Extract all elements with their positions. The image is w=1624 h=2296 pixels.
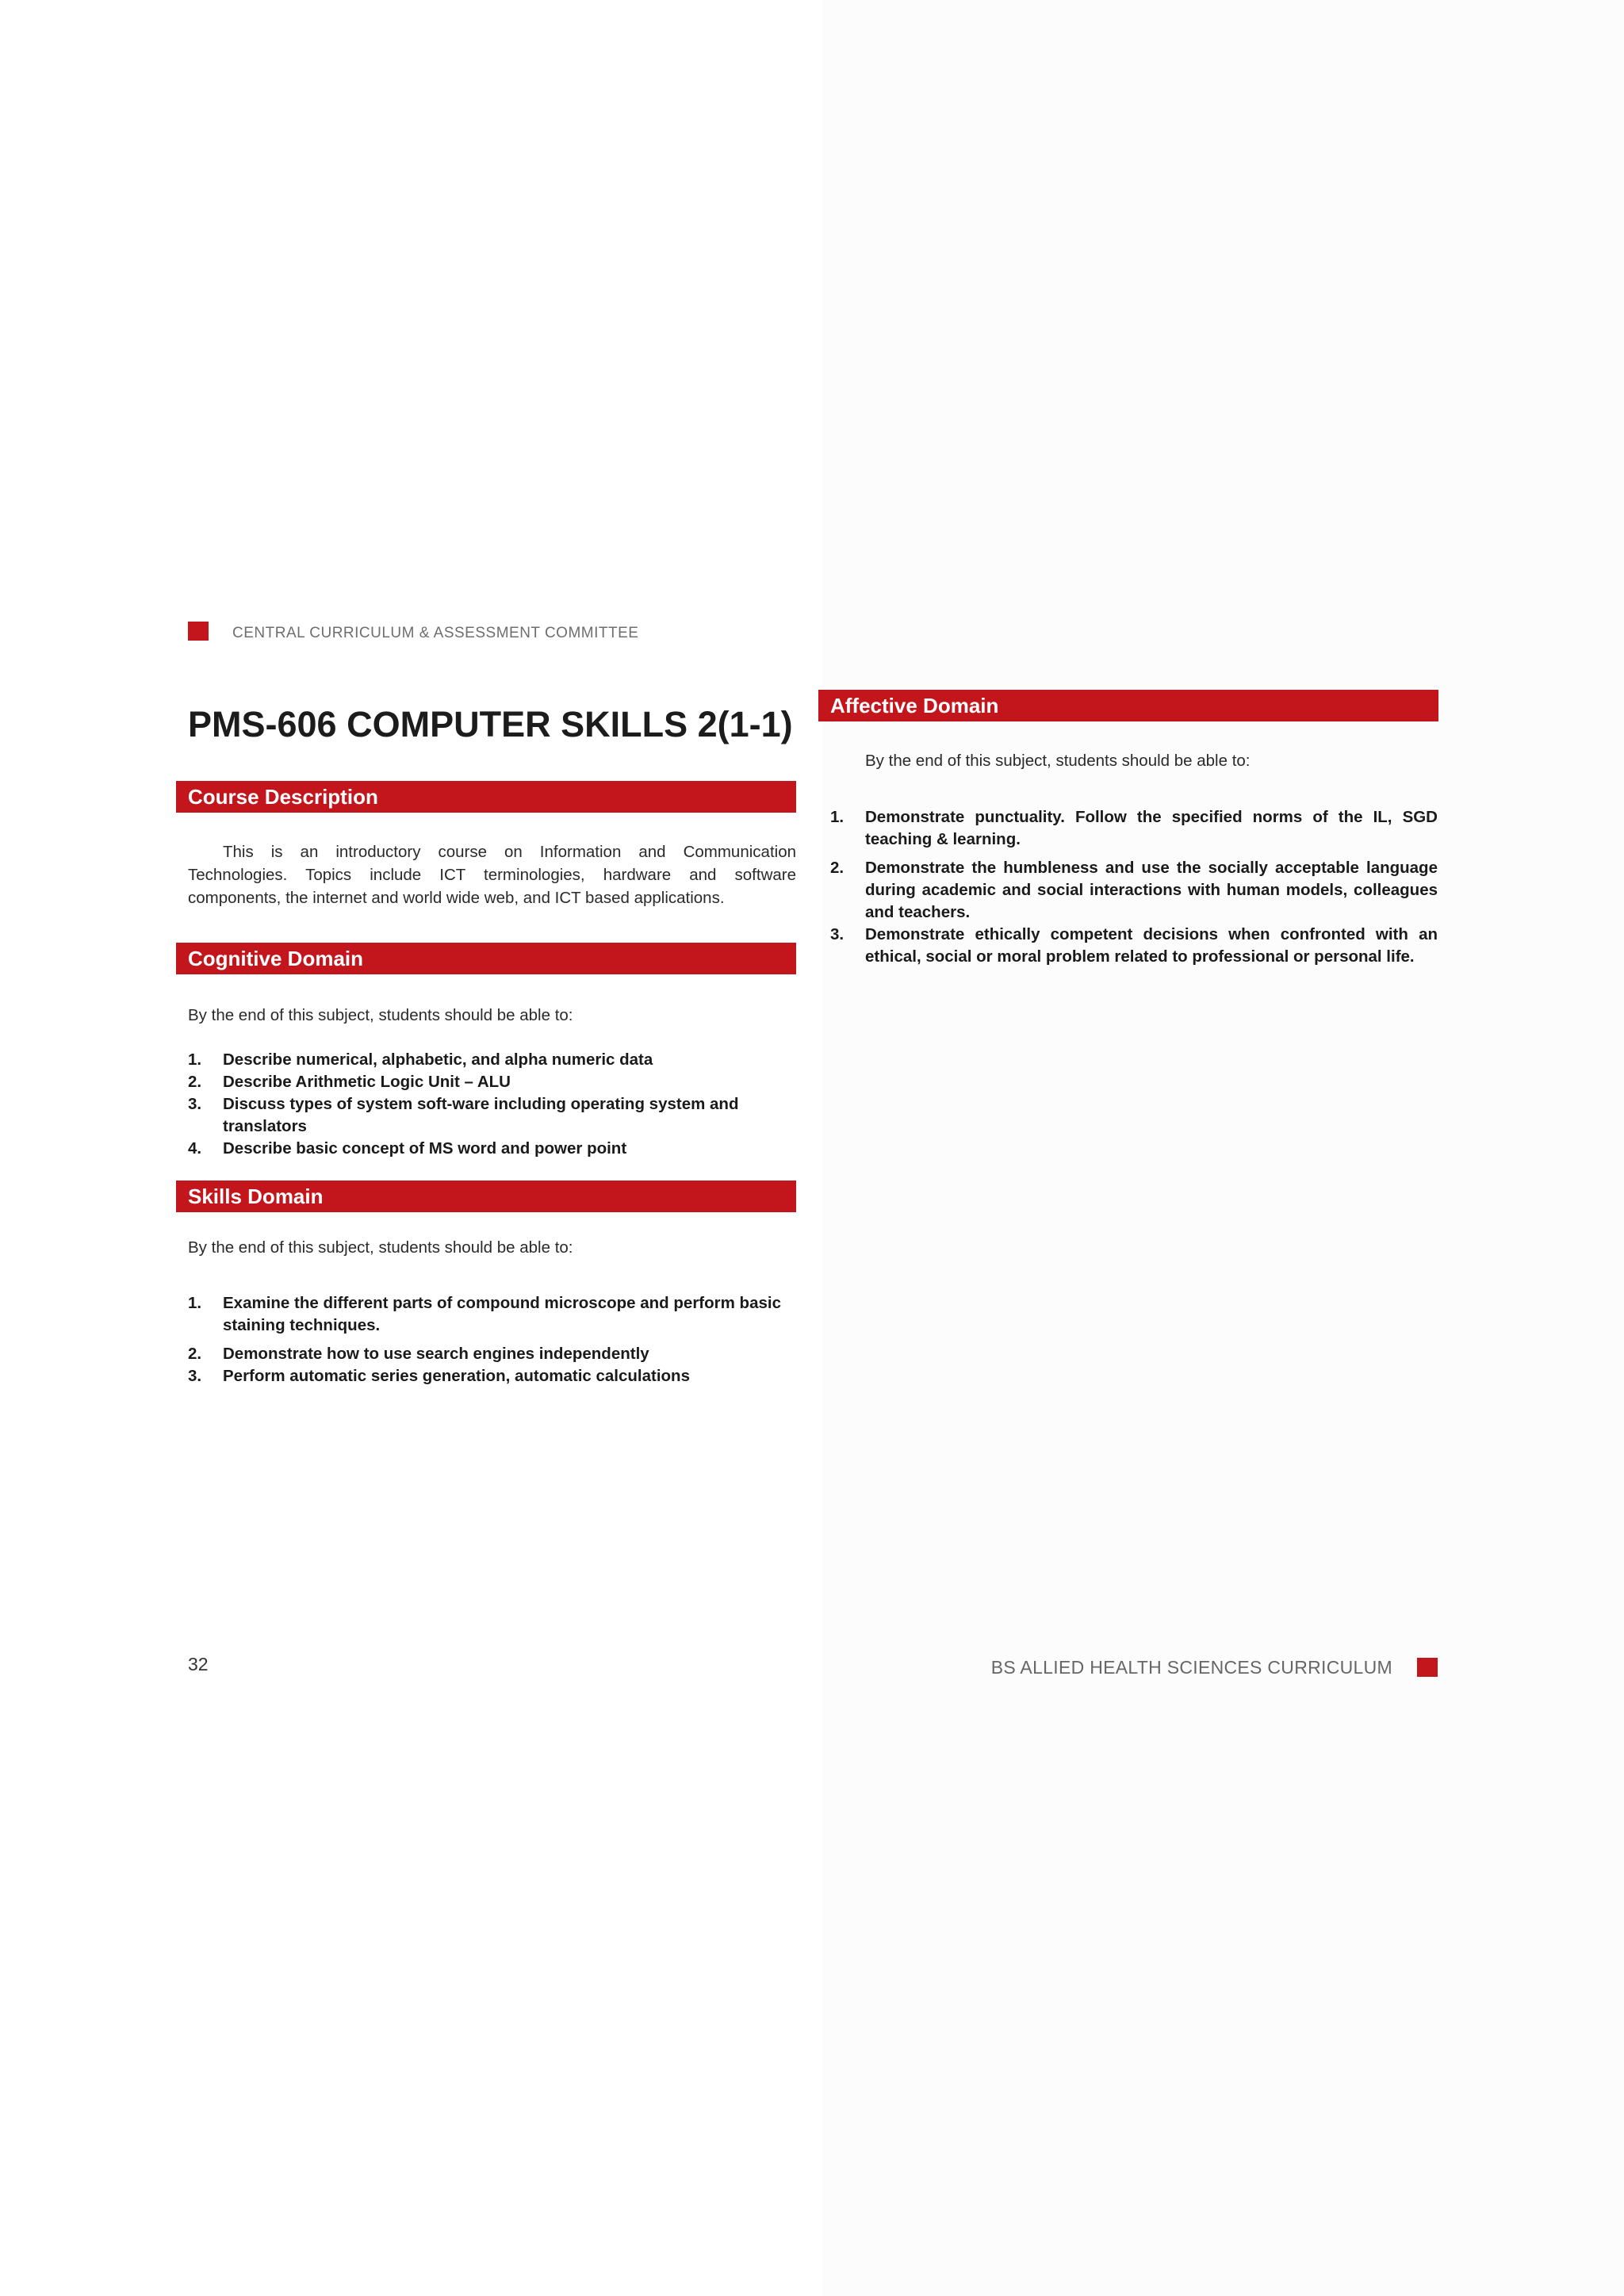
course-title: PMS-606 COMPUTER SKILLS 2(1-1) bbox=[188, 704, 793, 744]
footer-marker-square bbox=[1417, 1658, 1438, 1677]
list-item-text: Examine the different parts of compound microscope and perform basic staining techniques. bbox=[223, 1294, 781, 1334]
affective-domain-heading: Affective Domain bbox=[818, 690, 1438, 721]
page-right-half-background bbox=[823, 0, 1624, 2296]
list-item-number: 2. bbox=[188, 1345, 202, 1363]
list-item-number: 2. bbox=[830, 859, 845, 877]
course-description-heading: Course Description bbox=[176, 781, 796, 813]
list-item-number: 3. bbox=[188, 1367, 202, 1385]
skills-objectives-list bbox=[188, 1292, 796, 1387]
list-item-number: 3. bbox=[830, 925, 845, 943]
list-item-number: 3. bbox=[188, 1095, 202, 1113]
skills-intro: By the end of this subject, students should be able to: bbox=[188, 1238, 573, 1257]
affective-intro: By the end of this subject, students should be able to: bbox=[865, 752, 1251, 770]
list-item bbox=[830, 857, 1438, 924]
list-item-text: Demonstrate the humbleness and use the socially acceptable language during academic and social interactions with human models, colleagues and teachers. bbox=[865, 859, 1438, 921]
list-item-text: Describe basic concept of MS word and power point bbox=[223, 1139, 627, 1158]
list-item-number: 1. bbox=[830, 808, 845, 826]
list-item-text: Describe numerical, alphabetic, and alpha numeric data bbox=[223, 1050, 653, 1069]
list-item bbox=[188, 1071, 796, 1093]
list-item-text: Demonstrate how to use search engines independently bbox=[223, 1345, 649, 1363]
list-item bbox=[188, 1049, 796, 1071]
list-item-number: 2. bbox=[188, 1073, 202, 1091]
list-item-number: 1. bbox=[188, 1294, 202, 1312]
affective-objectives-list bbox=[830, 806, 1438, 968]
list-item bbox=[830, 806, 1438, 851]
list-item-text: Discuss types of system soft-ware including operating system and translators bbox=[223, 1095, 739, 1135]
list-item-text: Demonstrate ethically competent decisions when confronted with an ethical, social or moral problem related to professional or personal life. bbox=[865, 925, 1438, 966]
list-item-text: Demonstrate punctuality. Follow the specified norms of the IL, SGD teaching & learning. bbox=[865, 808, 1438, 848]
cognitive-intro: By the end of this subject, students should be able to: bbox=[188, 1006, 573, 1024]
list-item bbox=[188, 1292, 796, 1337]
list-item-number: 4. bbox=[188, 1139, 202, 1158]
list-item bbox=[188, 1093, 796, 1138]
cognitive-domain-heading: Cognitive Domain bbox=[176, 943, 796, 974]
list-item bbox=[188, 1365, 796, 1387]
cognitive-objectives-list bbox=[188, 1049, 796, 1160]
list-item-text: Perform automatic series generation, automatic calculations bbox=[223, 1367, 690, 1385]
running-head: CENTRAL CURRICULUM & ASSESSMENT COMMITTEE bbox=[232, 625, 639, 641]
list-item bbox=[188, 1343, 796, 1365]
footer-title: BS ALLIED HEALTH SCIENCES CURRICULUM bbox=[990, 1657, 1392, 1678]
list-item bbox=[830, 924, 1438, 968]
header-marker-square bbox=[188, 622, 209, 641]
skills-domain-heading: Skills Domain bbox=[176, 1181, 796, 1212]
list-item-number: 1. bbox=[188, 1050, 202, 1069]
list-item bbox=[188, 1138, 796, 1160]
list-item-text: Describe Arithmetic Logic Unit – ALU bbox=[223, 1073, 511, 1091]
course-description-text: This is an introductory course on Information and Communication Technologies. Topics include ICT terminologies, hardware and software components, the internet and world wide web, and ICT based applications. bbox=[188, 843, 796, 907]
page-number: 32 bbox=[188, 1654, 209, 1674]
